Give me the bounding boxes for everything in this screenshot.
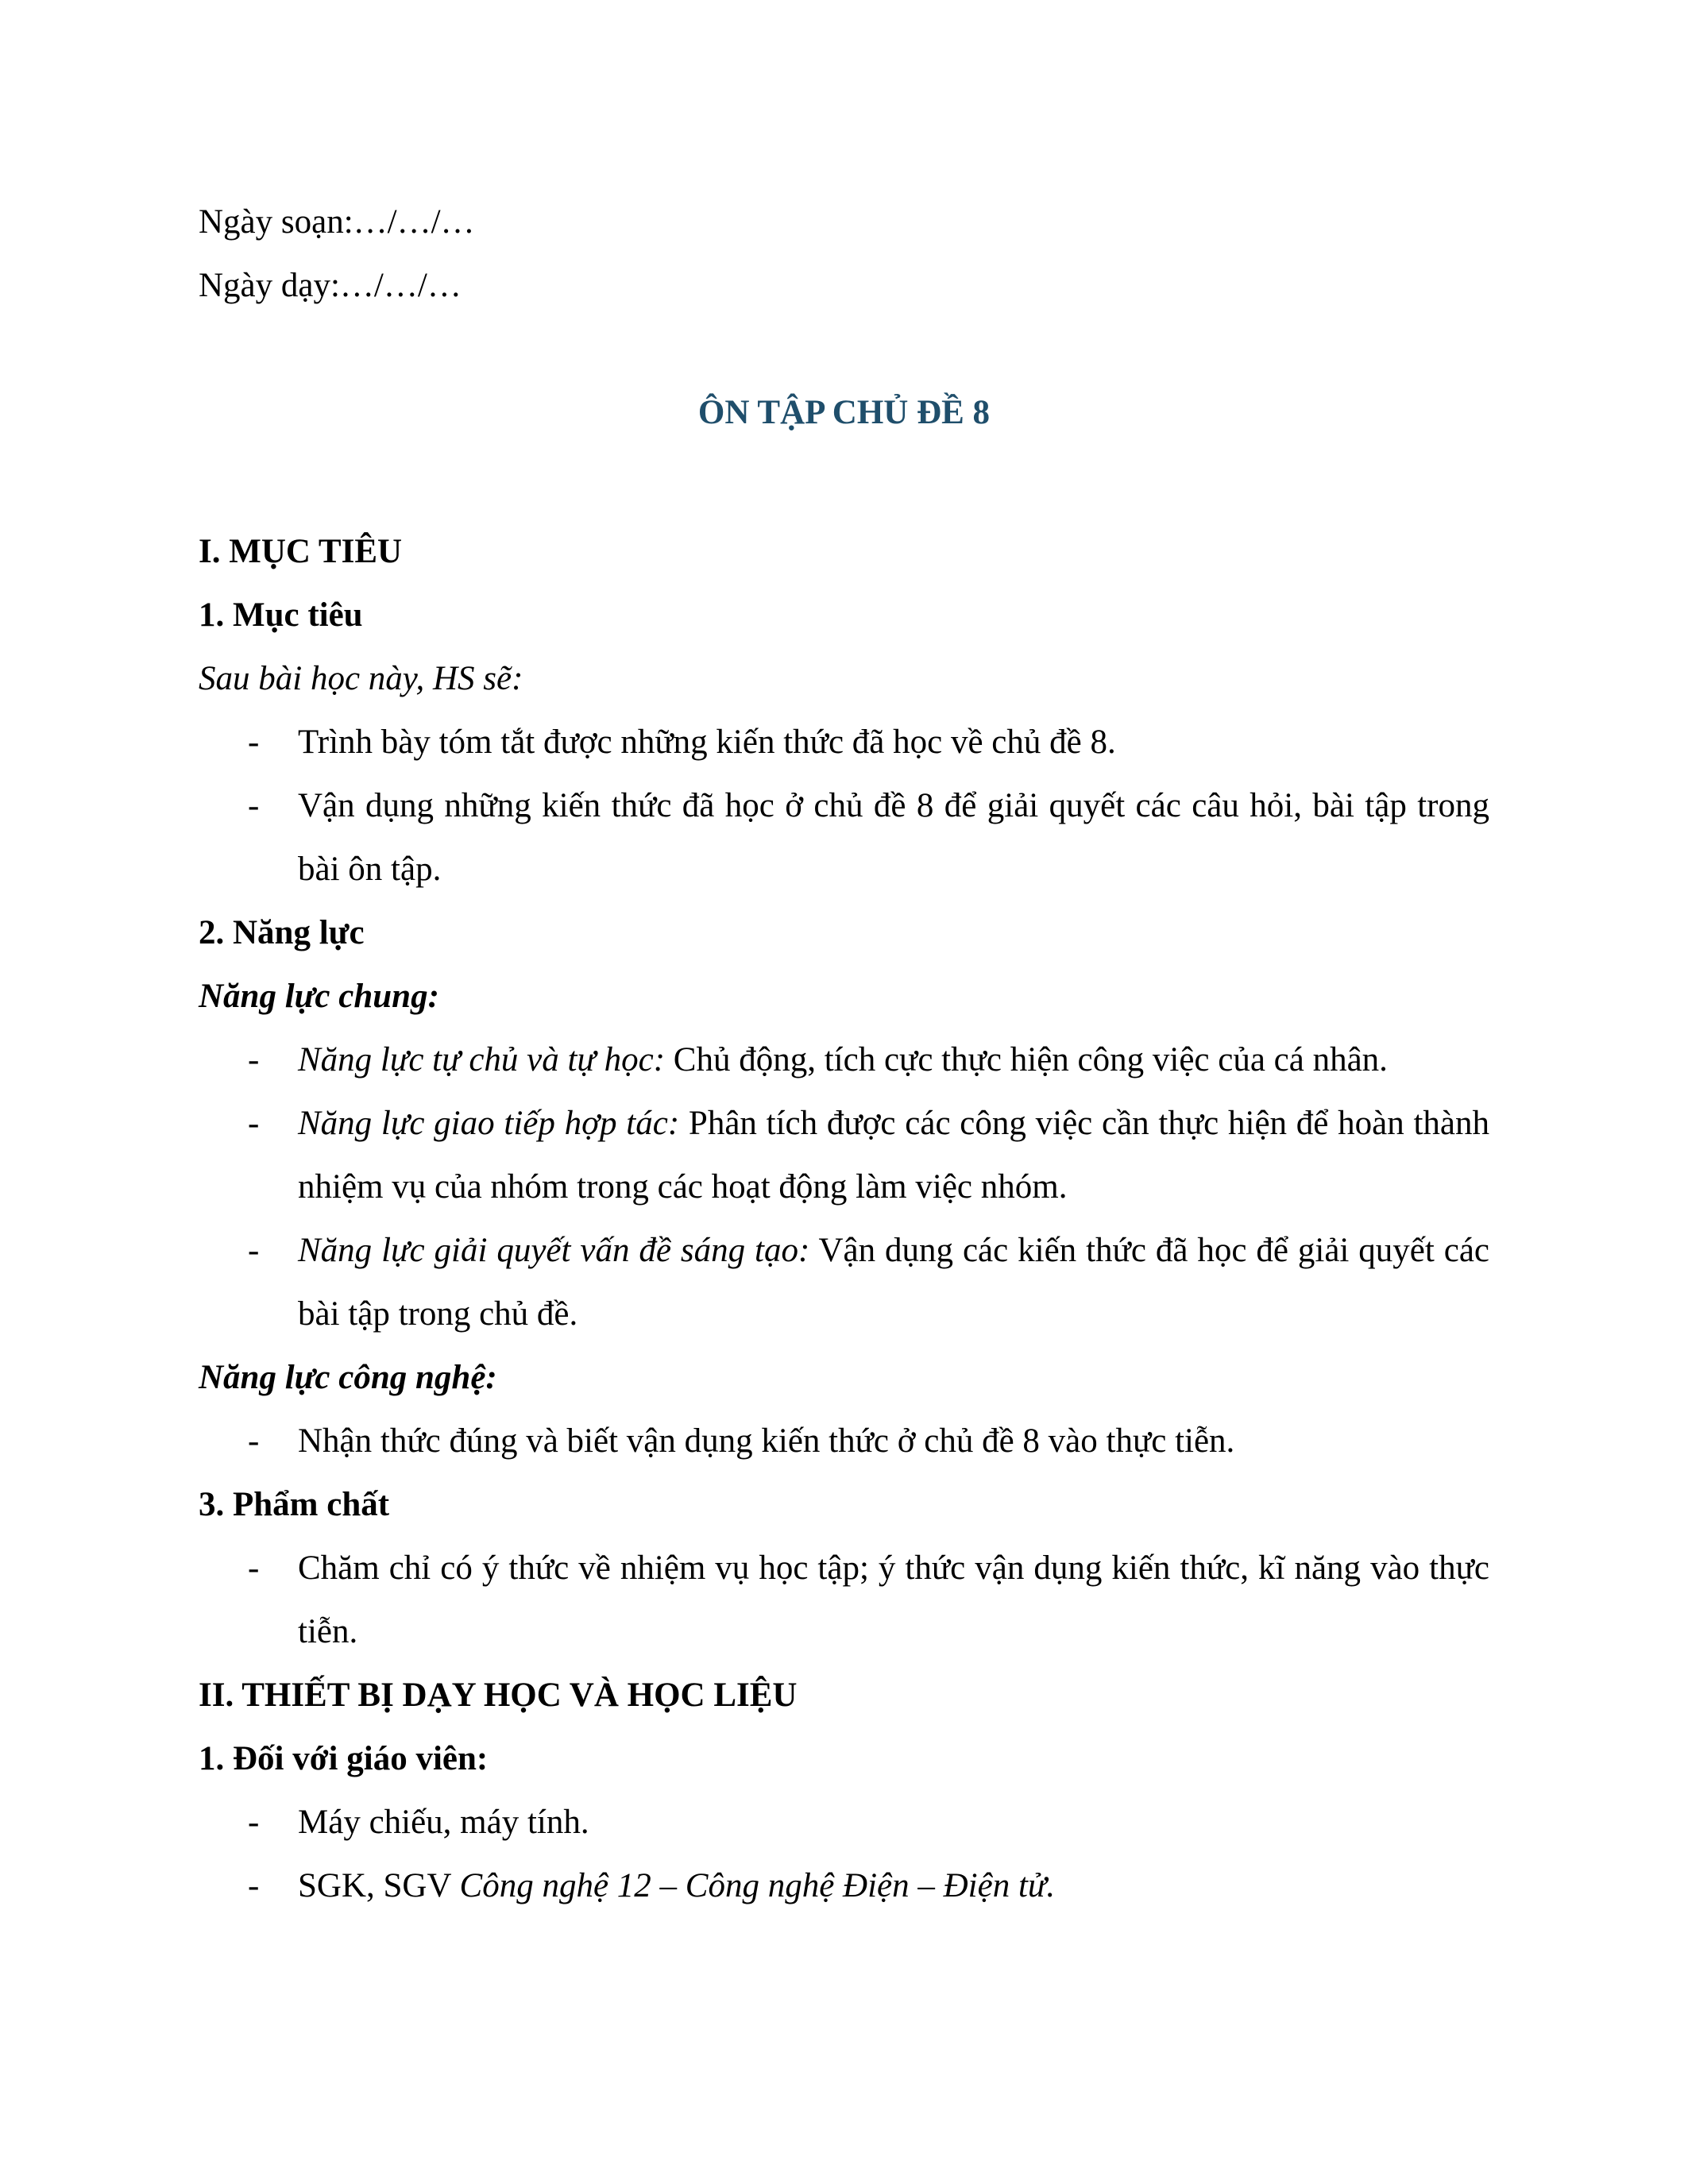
list-dash: - xyxy=(248,723,260,761)
list-item xyxy=(199,711,1489,774)
general-competency-heading: Năng lực chung: xyxy=(199,978,439,1015)
competency-description: Phân tích được các công việc cần thực hiện để hoàn thành nhiệm vụ của nhóm trong các hoạt động làm việc nhóm. xyxy=(298,1105,1489,1206)
subheading-qualities: 3. Phẩm chất xyxy=(199,1486,390,1523)
list-item xyxy=(199,1410,1489,1473)
textbook-title: Công nghệ 12 – Công nghệ Điện – Điện tử. xyxy=(459,1867,1056,1904)
competency-label: Năng lực tự chủ và tự học: xyxy=(298,1041,666,1078)
list-item-text xyxy=(298,1092,1489,1219)
list-dash: - xyxy=(248,1867,260,1904)
list-item xyxy=(199,1028,1489,1092)
document-title: ÔN TẬP CHỦ ĐỀ 8 xyxy=(697,394,991,431)
date-prepared: Ngày soạn:…/…/… xyxy=(199,203,475,241)
list-item xyxy=(199,1092,1489,1219)
competency-description: Vận dụng các kiến thức đã học để giải quyết các bài tập trong chủ đề. xyxy=(298,1232,1490,1333)
competency-description: Chủ động, tích cực thực hiện công việc của cá nhân. xyxy=(665,1041,1388,1078)
list-item xyxy=(199,1219,1489,1346)
section-heading-equipment: II. THIẾT BỊ DẠY HỌC VÀ HỌC LIỆU xyxy=(199,1677,798,1714)
list-item xyxy=(199,1854,1489,1918)
list-dash: - xyxy=(248,787,260,824)
tech-competency-heading: Năng lực công nghệ: xyxy=(199,1359,497,1396)
list-dash: - xyxy=(248,1422,260,1460)
list-dash: - xyxy=(248,1232,260,1269)
list-item xyxy=(199,1537,1489,1664)
list-item-text: Chăm chỉ có ý thức về nhiệm vụ học tập; ý thức vận dụng kiến thức, kĩ năng vào thực tiễn. xyxy=(298,1549,1489,1650)
list-item-text xyxy=(298,1219,1489,1346)
list-dash: - xyxy=(248,1804,260,1841)
list-item-text xyxy=(298,1028,1489,1092)
list-item-text: Nhận thức đúng và biết vận dụng kiến thức ở chủ đề 8 vào thực tiễn. xyxy=(298,1422,1235,1460)
list-dash: - xyxy=(248,1549,260,1587)
list-item-text: Trình bày tóm tắt được những kiến thức đã học về chủ đề 8. xyxy=(298,723,1116,761)
section-heading-objectives: I. MỤC TIÊU xyxy=(199,533,403,570)
subheading-teacher: 1. Đối với giáo viên: xyxy=(199,1740,489,1777)
list-item xyxy=(199,774,1489,901)
list-item-text: Vận dụng những kiến thức đã học ở chủ đề 8 để giải quyết các câu hỏi, bài tập trong bài ôn tập. xyxy=(298,787,1489,888)
list-item-text: Máy chiếu, máy tính. xyxy=(298,1804,589,1841)
date-taught: Ngày dạy:…/…/… xyxy=(199,267,462,304)
subheading-competencies: 2. Năng lực xyxy=(199,914,365,951)
list-dash: - xyxy=(248,1041,260,1078)
competency-label: Năng lực giao tiếp hợp tác: xyxy=(298,1105,680,1142)
list-item xyxy=(199,1791,1489,1854)
subheading-objectives: 1. Mục tiêu xyxy=(199,596,363,634)
textbook-prefix: SGK, SGV xyxy=(298,1867,460,1904)
list-item-text xyxy=(298,1854,1489,1918)
list-dash: - xyxy=(248,1105,260,1142)
competency-label: Năng lực giải quyết vấn đề sáng tạo: xyxy=(298,1232,810,1269)
objectives-intro: Sau bài học này, HS sẽ: xyxy=(199,660,523,697)
